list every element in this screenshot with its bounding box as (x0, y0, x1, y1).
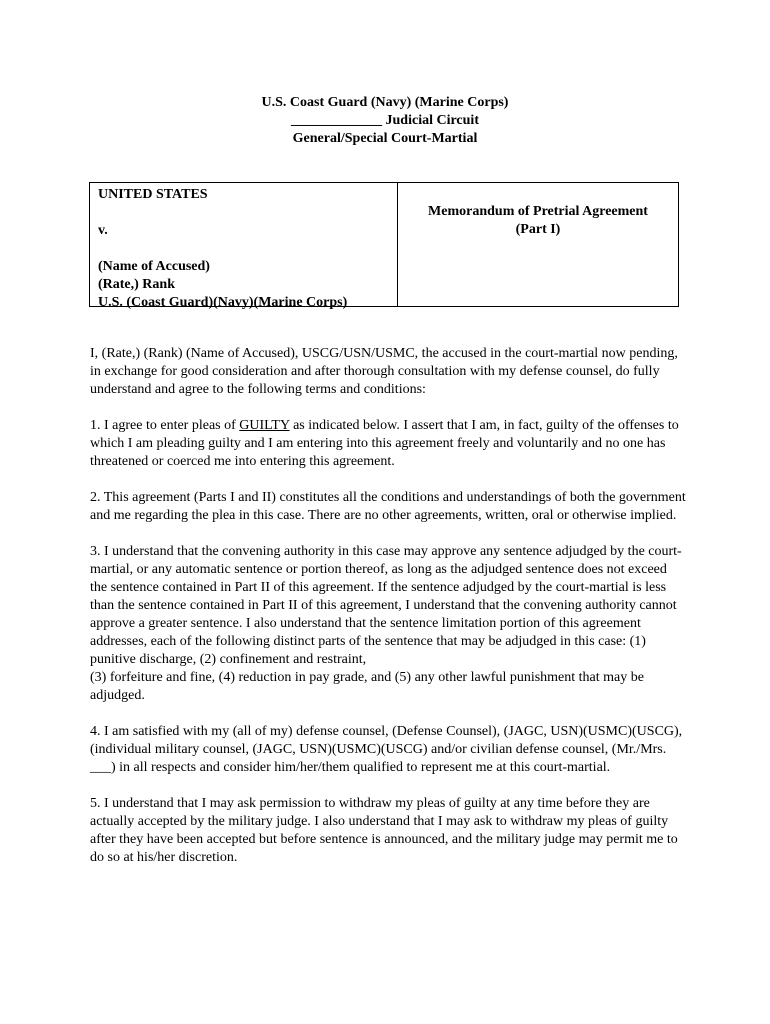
paragraph-1-lead: 1. I agree to enter pleas of (90, 418, 240, 433)
case-caption-table (89, 182, 679, 310)
accused-rate-rank-label: (Rate,) Rank (98, 277, 175, 292)
memo-title-cell (398, 183, 678, 306)
plaintiff-label: UNITED STATES (98, 187, 208, 202)
paragraph-3 (90, 543, 686, 705)
judicial-circuit-heading: _____________ Judicial Circuit (291, 113, 479, 128)
accused-service-label: U.S. (Coast Guard)(Navy)(Marine Corps) (98, 295, 348, 310)
case-parties-cell (90, 183, 398, 310)
court-martial-type-heading: General/Special Court-Martial (292, 131, 478, 146)
document-header (0, 94, 770, 148)
memo-title: Memorandum of Pretrial Agreement (428, 204, 648, 219)
paragraph-4: 4. I am satisfied with my (all of my) defense counsel, (Defense Counsel), (JAGC, USN)(USMC)(USCG), (individual military counsel, (JAGC, USN)(USMC)(USCG) and/or civilian defense counsel, (Mr./Mrs. ___) in all respects and consider him/her/them qualified to represent me at this court-martial. (90, 724, 683, 775)
paragraph-3-continued: (3) forfeiture and fine, (4) reduction in pay grade, and (5) any other lawful punishment that may be adjudged. (90, 670, 644, 703)
paragraph-1-rest: as indicated below. I assert that I am, in fact, guilty of the offenses to which I am pleading guilty and I am entering into this agreement freely and voluntarily and no one has threatened or coerced me into entering this agreement. (90, 418, 679, 469)
versus-label: v. (98, 223, 108, 238)
paragraph-3-main: 3. I understand that the convening authority in this case may approve any sentence adjudged by the court-martial, or any automatic sentence or portion thereof, as long as the adjudged sentence does not exceed the sentence contained in Part II of this agreement. If the sentence adjudged by the court-martial is less than the sentence contained in Part II of this agreement, I understand that the convening authority cannot approve a greater sentence. I also understand that the sentence limitation portion of this agreement addresses, each of the following distinct parts of the sentence that may be adjudged in this case: (1) punitive discharge, (2) confinement and restraint, (90, 544, 682, 667)
memo-part: (Part I) (515, 222, 561, 237)
paragraph-2: 2. This agreement (Parts I and II) constitutes all the conditions and understandings of both the government and me regarding the plea in this case. There are no other agreements, written, oral or otherwise implied. (90, 490, 686, 523)
accused-name-label: (Name of Accused) (98, 259, 210, 274)
service-heading: U.S. Coast Guard (Navy) (Marine Corps) (261, 95, 509, 110)
guilty-underlined: GUILTY (239, 418, 290, 433)
agreement-body (90, 345, 686, 885)
paragraph-1 (90, 417, 686, 471)
intro-paragraph: I, (Rate,) (Rank) (Name of Accused), USCG/USN/USMC, the accused in the court-martial now pending, in exchange for good consideration and after thorough consultation with my defense counsel, do fully understand and agree to the following terms and conditions: (90, 346, 678, 397)
paragraph-5: 5. I understand that I may ask permission to withdraw my pleas of guilty at any time before they are actually accepted by the military judge. I also understand that I may ask to withdraw my pleas of guilty after they have been accepted but before sentence is announced, and the military judge may permit me to do so at his/her discretion. (90, 796, 678, 865)
